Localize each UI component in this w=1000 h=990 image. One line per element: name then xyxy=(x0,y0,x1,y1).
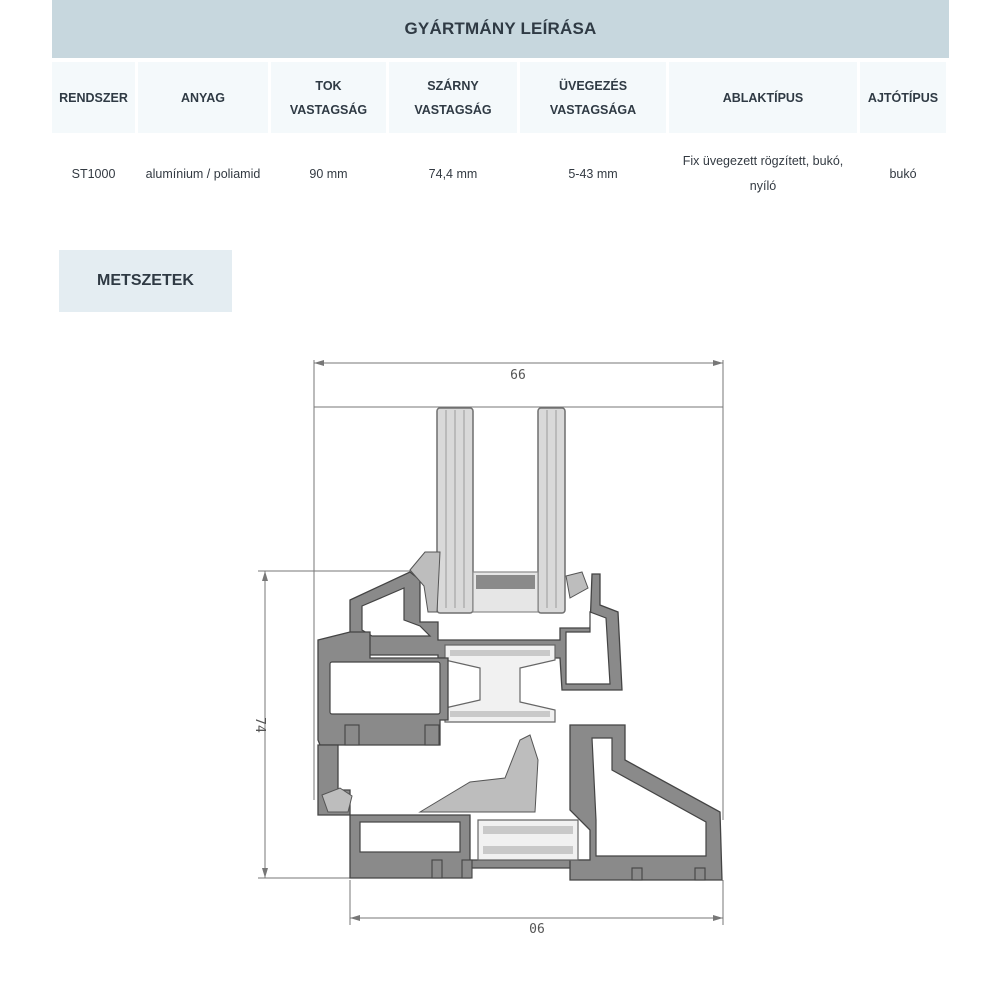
value-szarny: 74,4 mm xyxy=(428,166,478,181)
value-ajtotipus: bukó xyxy=(889,166,917,181)
value-ablaktipus: Fix üvegezett rögzített, bukó, nyíló xyxy=(682,154,844,193)
spec-value-row xyxy=(52,139,949,209)
header-anyag: ANYAG xyxy=(138,62,268,133)
header-rendszer: RENDSZER xyxy=(52,62,135,133)
glass-spacer-top xyxy=(476,575,535,589)
value-rendszer: ST1000 xyxy=(71,166,116,181)
header-szarny: SZÁRNY VASTAGSÁG xyxy=(389,62,517,133)
dimension-left-label: 74 xyxy=(252,717,267,733)
value-anyag: alumínium / poliamid xyxy=(145,166,261,181)
header-ajtotipus: AJTÓTÍPUS xyxy=(860,62,946,133)
spec-header-row xyxy=(52,62,949,133)
cross-section-drawing xyxy=(0,330,1000,970)
center-gasket xyxy=(420,735,538,812)
spec-table xyxy=(52,62,949,209)
section-tab-metszetek[interactable]: METSZETEK xyxy=(59,250,232,312)
dimension-bottom-label: 06 xyxy=(529,922,545,937)
dimension-top-label: 66 xyxy=(510,368,526,383)
thermal-break-upper xyxy=(445,645,555,722)
header-tok: TOK VASTAGSÁG xyxy=(271,62,386,133)
value-tok: 90 mm xyxy=(309,166,348,181)
spec-title: GYÁRTMÁNY LEÍRÁSA xyxy=(52,0,949,58)
header-ablaktipus: ABLAKTÍPUS xyxy=(669,62,857,133)
value-uvegezes: 5-43 mm xyxy=(568,166,618,181)
header-uvegezes: ÜVEGEZÉS VASTAGSÁGA xyxy=(520,62,666,133)
